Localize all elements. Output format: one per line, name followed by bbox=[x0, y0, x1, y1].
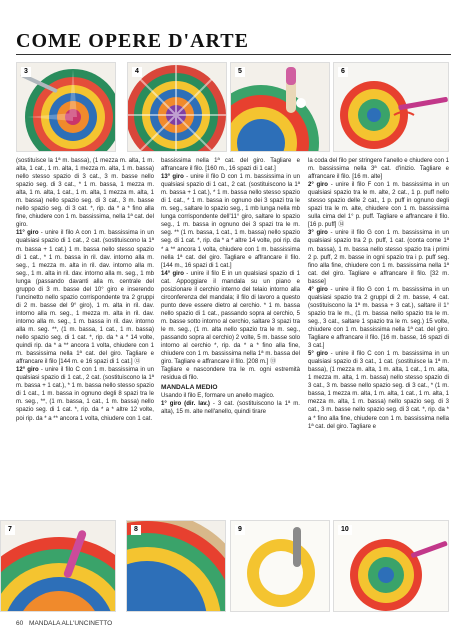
paragraph bbox=[161, 366, 300, 382]
paragraph bbox=[16, 229, 154, 366]
paragraph bbox=[161, 157, 300, 173]
text: - unire il filo F con 1 m. bassissima in un qualsiasi spazio tra le m. alte, 2 cat., 1 p. puff nello stesso spazio delle 2 cat., 1 p. puff in ognuno degli spazi tra le m. alte, chiudere con 1 m. bassissima sulla cima del 1° p. puff. Tagliare e affrancare il filo. [16 p. puff] ⑭ bbox=[308, 182, 449, 229]
magazine-name: MANDALA ALL'UNCINETTO bbox=[29, 620, 113, 627]
text: - unire il filo C con 1 m. bassissima in un qualsiasi spazio di 1 cat., 2 cat. (sostituiscono la 1ª m. bassa + 1 cat.), * 1 m. bassa nello stesso spazio di 1 cat., 1 m. bassa in ognuno degli 8 spazi tra le m. seg., **, (1 m. bassa, 1 cat., 1 m. bassa) nello spazio seg. di 1 cat. *, rip. da * a * altre 12 volte, poi rip. da * a ** ancora 1 volta, chiudere con 1 cat. bbox=[16, 367, 154, 422]
text-column-2 bbox=[161, 157, 300, 417]
crochet-photo-image bbox=[128, 63, 227, 152]
photo-number: 3 bbox=[21, 67, 31, 77]
text: (sostituisce la 1ª m. bassa), (1 mezza m. alta, 1 m. alta, 1 cat., 1 m. alta, 1 mezza m. alta, 1 m. bassa) nello stesso spazio di 3 cat., 3 m. basse nello spazio seg. di 3 cat., * 1 m. bassa, 1 mezza m. alta, 1 m. alta, 1 cat., 1 m. alta, 1 mezza m. alta, 1 m. bassa) nello spazio seg. di 3 cat., 3 m. basse nello spazio seg. di 3 cat. *, rip. da * a * fino alla fine, chiudere con 1 m. bassissima, nella 1ª cat. del giro. bbox=[16, 158, 154, 229]
paragraph bbox=[16, 157, 154, 229]
paragraph bbox=[161, 270, 300, 367]
round-label: 11° giro bbox=[16, 230, 39, 237]
text: - unire il filo D con 1 m. bassissima in un qualsiasi spazio di 1 cat., 2 cat. (sostituiscono la 1ª m. bassa + 1 cat.), * 1 m. bassa nello stesso spazio di 1 cat., * 1 m. bassa in ognuno dei 3 spazi tra le m. seg., saltare lo spazio seg., 1 mb lunga nella mb lunga corrispondente dell'11° giro, saltare lo spazio seg., 1 m. bassa in ognuno dei 3 spazi tra le m. seg. ** (1 m. bassa, 1 cat., 1 m. bassa) nello spazio seg. di 1 cat. *, rip. da * a * altre 14 volte, poi rip. da * a ** ancora 1 volta, chiudere con 1 m. bassissima nella 1ª cat. del giro. Tagliare e affrancare il filo. [144 m., 16 spazi di 1 cat.] bbox=[161, 174, 300, 269]
section-subheading: MANDALA MEDIO bbox=[161, 384, 218, 392]
text: - unire il filo C con 1 m. bassissima in un qualsiasi spazio di 3 cat., 1 cat. (sostituisce la 1ª m. bassa), (1 mezza m. alta, 1 m. alta, 1 cat., 1 m. alta, 1 mezza m. alta, 1 m. bassa) nello stesso spazio di 3 cat., 3 m. basse nello spazio seg. di 3 cat., * (1 m. bassa, 1 mezza m. alta, 1 m. alta, 1 cat., 1 m. alta, 1 mezza m. alta, 1 m. bassa) nello spazio seg. di 3 cat., 3 m. basse nello spazio seg. di 3 cat. *, rip. da * a * fino alla fine, chiudere con 1 m. bassissima nella 1ª cat. del giro. Tagliare e bbox=[308, 351, 449, 430]
paragraph bbox=[161, 173, 300, 270]
paragraph bbox=[161, 400, 300, 416]
photo-3 bbox=[16, 62, 116, 152]
photo-5 bbox=[230, 62, 330, 152]
round-label: 1° giro (dir. lav.) bbox=[161, 401, 210, 408]
page-number: 60 bbox=[16, 620, 24, 627]
text: - 3 cat. (sostituiscono la 1ª m. alta), 15 m. alte nell'anello, quindi tirare bbox=[161, 401, 300, 416]
crochet-photo-image bbox=[334, 63, 449, 152]
text: - unire il filo E in un qualsiasi spazio di 1 cat. Appoggiare il mandala su un piano e posizionare il cerchio interno del telaio intorno alla circonferenza del mandala; il filo di lavoro a questo punto deve essere dietro al cerchio. * 1 m. bassa nello spazio di 1 cat., passando sopra al cerchio, 5 m. basse sotto intorno al cerchio, saltare 3 spazi tra le m. seg., (1 m. alta nello spazio tra le m. seg., passando sopra al cerchio) 2 volte, 5 m. basse solo intorno al cerchio *, rip. da * a * fino alla fine, chiudere con 1 m. bassissima nella 1ª m. bassa del giro. Tagliare e affrancare il filo. [208 m.] ⑬ bbox=[161, 270, 300, 366]
photo-number: 4 bbox=[132, 67, 142, 77]
round-label: 14° giro bbox=[161, 270, 184, 277]
photo-number: 8 bbox=[131, 525, 141, 535]
photo-number: 9 bbox=[235, 525, 245, 535]
text: la coda del filo per stringere l'anello e chiudere con 1 m. bassissima nella 3ª cat. d'inizio. Tagliare e affrancare il filo. [16 m. alte] bbox=[308, 158, 449, 181]
paragraph bbox=[16, 366, 154, 422]
photo-number: 7 bbox=[5, 525, 15, 535]
text: - unire il filo G con 1 m. bassissima in un qualsiasi spazio tra 2 gruppi di 2 m. basse, 4 cat. (sostituiscono la 1ª m. bassa + 3 cat.), saltare il 1° spazio tra le m., (1 m. bassa nello spazio tra le m. seg., 3 cat., saltare 1 spazio tra le m. seg.) 15 volte, chiudere con 1 m. bassissima nella 1ª cat. del giro. Tagliare e affrancare il filo. [16 m. basse, 16 spazi di 3 cat.] bbox=[308, 286, 449, 350]
paragraph bbox=[308, 181, 449, 229]
crochet-photo-image bbox=[231, 63, 330, 152]
page-footer bbox=[16, 620, 112, 627]
text: - unire il filo A con 1 m. bassissima in un qualsiasi spazio di 1 cat., 2 cat. (sostituiscono la 1ª m. bassa + 1 cat.) 1 m. bassa nello stesso spazio di 1 cat., * 1 m. bassa in ril. dav. intorno alla m. seg., 1 mezza m. alta in ril. dav. intorno alla m. seg., 1 m. alta in ril. dav. intorno alla m. seg., 1 mb lunga (passando davanti alla m. centrale del gruppo di 3 m. basse del 10° giro e inserendo l'uncinetto nello spazio corrispondente tra 2 gruppi di 2 m. basse del 9° giro), 1 m. alta in ril. dav. intorno alla m. seg., 1 mezza m. alta in ril. dav. intorno alla m. seg., 1 m. bassa in ril. dav. intorno alla m. seg. **, (1 m. bassa, 1 cat., 1 m. bassa) nello spazio seg. di 1 cat. *, rip. da * a * 14 volte, quindi rip. da * a ** ancora 1 volta, chiudere con 1 m. bassissima nella 1ª cat. del giro. Tagliare e affrancare il filo [144 m. e 16 spazi di 1 cat.] ⑫ bbox=[16, 230, 154, 366]
text: Tagliare e nascondere tra le m. ogni estremità residua di filo. bbox=[161, 367, 300, 382]
page-title: COME OPERE D'ARTE bbox=[16, 30, 249, 52]
round-label: 12° giro bbox=[16, 367, 39, 374]
photo-9 bbox=[230, 520, 330, 612]
photo-4 bbox=[127, 62, 227, 152]
paragraph bbox=[308, 350, 449, 430]
photo-7 bbox=[0, 520, 116, 612]
paragraph bbox=[308, 229, 449, 285]
text: bassissima nella 1ª cat. del giro. Tagliare e affrancare il filo. [160 m., 16 spazi di 1 cat.] bbox=[161, 158, 300, 173]
round-label: 5° giro bbox=[308, 351, 328, 358]
crochet-photo-image bbox=[231, 521, 330, 612]
photo-10 bbox=[333, 520, 449, 612]
round-label: 3° giro bbox=[308, 230, 328, 237]
crochet-photo-image bbox=[127, 521, 226, 612]
photo-8 bbox=[126, 520, 226, 612]
round-label: 13° giro bbox=[161, 174, 184, 181]
round-label: 4° giro bbox=[308, 286, 328, 293]
paragraph bbox=[308, 157, 449, 181]
crochet-photo-image bbox=[17, 63, 116, 152]
crochet-photo-image bbox=[1, 521, 116, 612]
round-label: 2° giro bbox=[308, 182, 328, 189]
text: - unire il filo G con 1 m. bassissima in un qualsiasi spazio tra 2 p. puff, 1 cat. (conta come 1ª m. bassa), 1 m. bassa nello stesso spazio tra i primi 2 p. puff, 2 m. basse in ogni spazio tra i p. puff seg. fino alla fine, chiudere con 1 m. bassissima nella 1ª cat. del giro. Tagliare e affrancare il filo. [32 m. basse] bbox=[308, 230, 449, 285]
photo-number: 5 bbox=[235, 67, 245, 77]
text: Usando il filo E, formare un anello magico. bbox=[161, 393, 275, 400]
title-rule bbox=[16, 54, 451, 55]
text-column-3 bbox=[308, 157, 449, 431]
paragraph bbox=[308, 286, 449, 350]
text-column-1 bbox=[16, 157, 154, 423]
photo-6 bbox=[333, 62, 449, 152]
photo-number: 6 bbox=[338, 67, 348, 77]
paragraph bbox=[161, 392, 300, 400]
photo-number: 10 bbox=[338, 525, 352, 535]
